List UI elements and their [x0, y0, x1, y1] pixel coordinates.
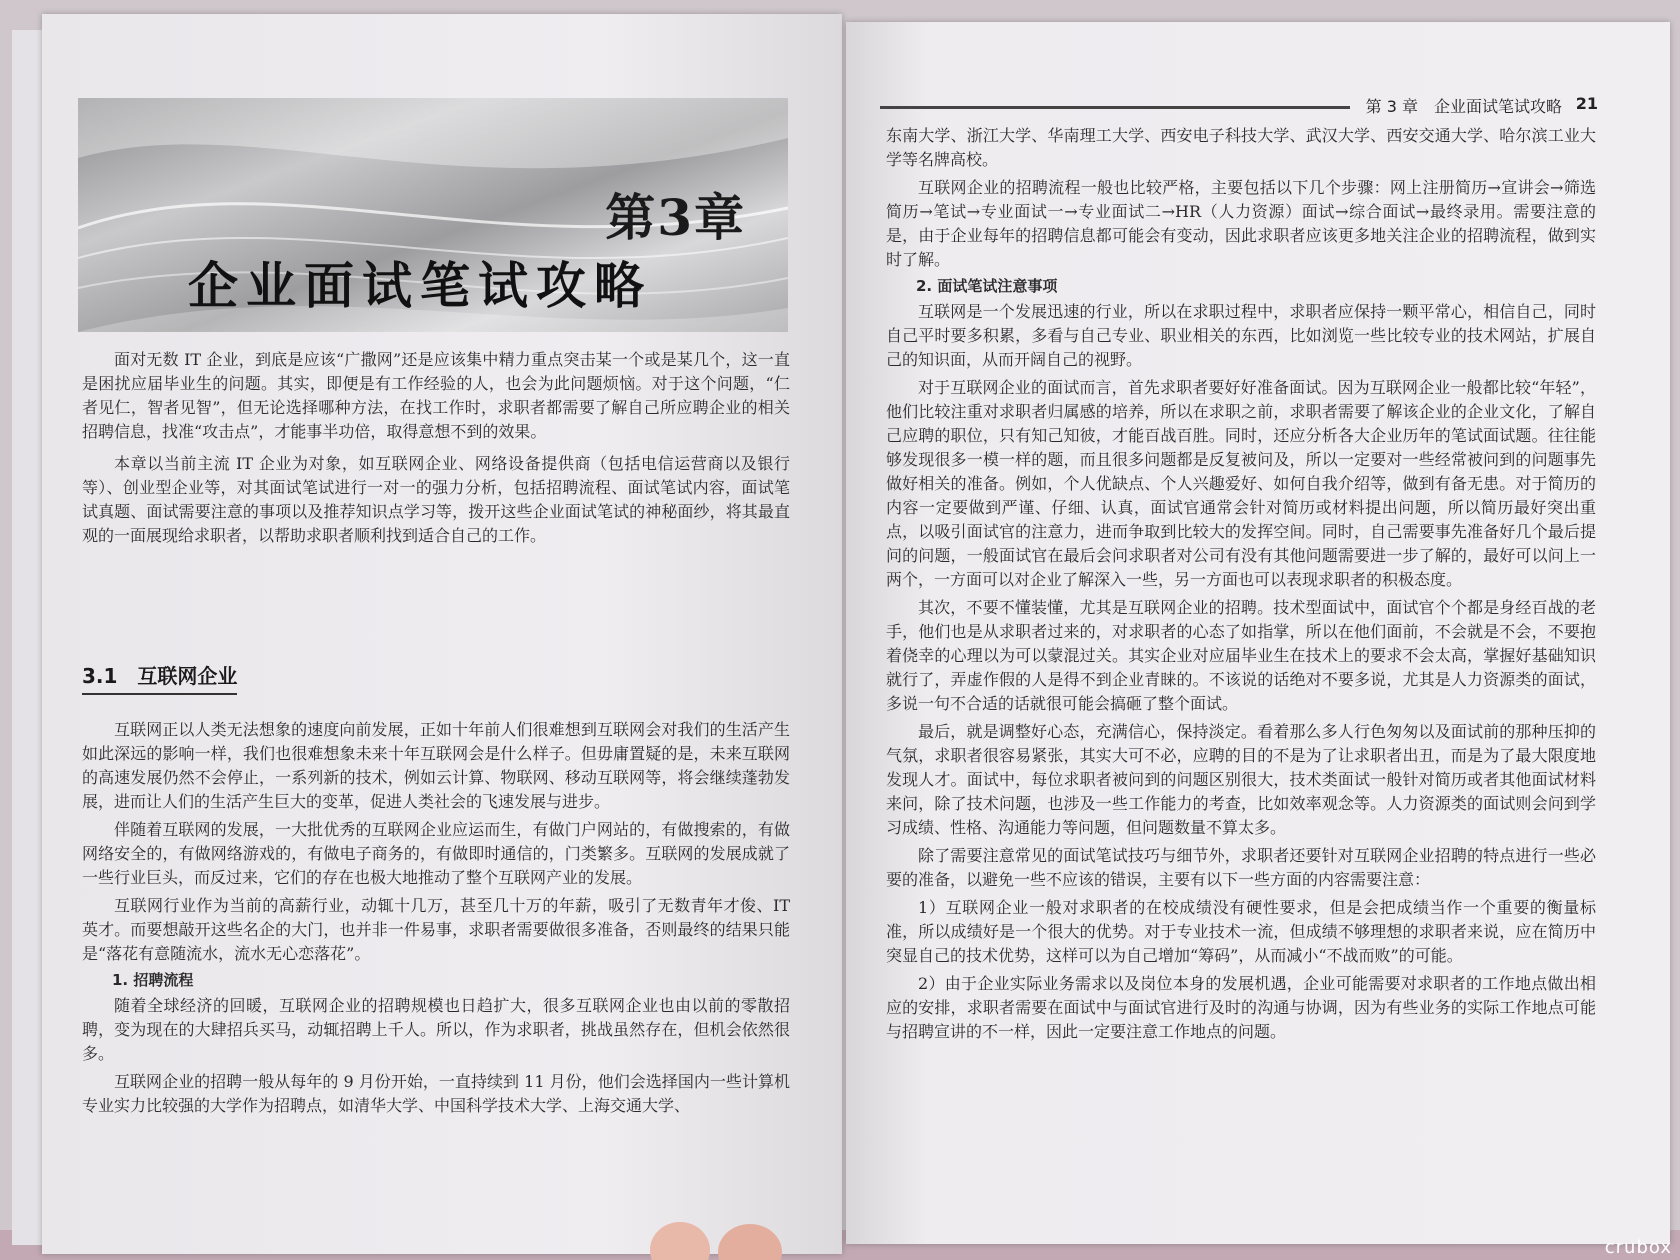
fingertips-graphic [640, 1200, 800, 1260]
section-paragraph: 互联网行业作为当前的高薪行业，动辄十几万，甚至几十万的年薪，吸引了无数青年才俊、IT 英才。而要想敲开这些名企的大门，也并非一件易事，求职者需要做很多准备，否则最终的结果只能是“落花有意随流水，流水无心恋落花”。 [82, 896, 790, 963]
intro-paragraph: 本章以当前主流 IT 企业为对象，如互联网企业、网络设备提供商（包括电信运营商以及银行等）、创业型企业等，对其面试笔试进行一对一的强力分析，包括招聘流程、面试笔试内容，面试笔试真题、面试需要注意的事项以及推荐知识点学习等，拨开这些企业面试笔试的神秘面纱，将其最直观的一面展现给求职者，以帮助求职者顺利找到适合自己的工作。 [82, 454, 790, 545]
subheading-notes: 2. 面试笔试注意事项 [916, 277, 1058, 295]
body-paragraph: 互联网是一个发展迅速的行业，所以在求职过程中，求职者应保持一颗平常心，相信自己，同时自己平时要多积累，多看与自己专业、职业相关的东西，比如浏览一些比较专业的技术网站，扩展自己的知识面，从而开阔自己的视野。 [886, 302, 1596, 369]
right-page-body [886, 124, 1596, 1044]
chapter-title: 企业面试笔试攻略 [188, 256, 652, 315]
running-header-title: 第 3 章 企业面试笔试攻略 [1365, 97, 1562, 116]
chapter-number: 第3章 [605, 188, 746, 247]
watermark: crubox [1604, 1237, 1672, 1258]
header-rule [880, 106, 1350, 109]
chapter-banner [78, 98, 788, 332]
body-paragraph: 互联网企业的招聘流程一般也比较严格，主要包括以下几个步骤：网上注册简历→宣讲会→筛选简历→笔试→专业面试一→专业面试二→HR（人力资源）面试→综合面试→最终录用。需要注意的是，由于企业每年的招聘信息都可能会有变动，因此求职者应该更多地关注企业的招聘流程，做到实时了解。 [886, 178, 1596, 269]
section-heading-underline [82, 693, 237, 695]
page-number: 21 [1575, 94, 1598, 113]
subheading-recruit-process: 1. 招聘流程 [112, 971, 194, 989]
section-heading-text: 3.1 互联网企业 [82, 664, 238, 688]
body-paragraph: 除了需要注意常见的面试笔试技巧与细节外，求职者还要针对互联网企业招聘的特点进行一些必要的准备，以避免一些不应该的错误，主要有以下一些方面的内容需要注意： [886, 846, 1596, 889]
list-item: 1）互联网企业一般对求职者的在校成绩没有硬性要求，但是会把成绩当作一个重要的衡量标准，所以成绩好是一个很大的优势。对于专业技术一流，但成绩不够理想的求职者来说，应在简历中突显自己的技术优势，这样可以为自己增加“筹码”，从而减小“不战而败”的可能。 [886, 898, 1596, 965]
body-paragraph: 最后，就是调整好心态，充满信心，保持淡定。看着那么多人行色匆匆以及面试前的那种压抑的气氛，求职者很容易紧张，其实大可不必，应聘的目的不是为了让求职者出丑，而是为了最大限度地发现人才。面试中，每位求职者被问到的问题区别很大，技术类面试一般针对简历或者其他面试材料来问，除了技术问题，也涉及一些工作能力的考查，比如效率观念等。人力资源类的面试则会问到学习成绩、性格、沟通能力等问题，但问题数量不算太多。 [886, 722, 1596, 837]
section-body [82, 718, 790, 1118]
body-paragraph: 对于互联网企业的面试而言，首先求职者要好好准备面试。因为互联网企业一般都比较“年轻”，他们比较注重对求职者归属感的培养，所以在求职之前，求职者需要了解该企业的企业文化，了解自己应聘的职位，只有知己知彼，才能百战百胜。同时，还应分析各大企业历年的笔试面试题。往往能够发现很多一模一样的题，而且很多问题都是反复被问及，所以一定要对一些经常被问到的问题事先做好相关的准备。例如，个人优缺点、个人兴趣爱好、如何自我介绍等，做到有备无患。对于简历的内容一定要做到严谨、仔细、认真，面试官通常会针对简历或材料提出问题，所以简历最好突出重点，以吸引面试官的注意力，进而争取到比较大的发挥空间。同时，自己需要事先准备好几个最后提问的问题，一般面试官在最后会问求职者对公司有没有其他问题需要进一步了解的，最好可以问上一两个，一方面可以对企业了解深入一些，另一方面也可以表现求职者的积极态度。 [886, 378, 1596, 589]
intro-paragraph: 面对无数 IT 企业，到底是应该“广撒网”还是应该集中精力重点突击某一个或是某几个，这一直是困扰应届毕业生的问题。其实，即便是有工作经验的人，也会为此问题烦恼。对于这个问题，“仁者见仁，智者见智”，但无论选择哪种方法，在找工作时，求职者都需要了解自己所应聘企业的相关招聘信息，找准“攻击点”，才能事半功倍，取得意想不到的效果。 [82, 350, 790, 441]
chapter-intro [82, 348, 790, 548]
section-heading [82, 660, 237, 689]
section-paragraph: 伴随着互联网的发展，一大批优秀的互联网企业应运而生，有做门户网站的，有做搜索的，有做网络安全的，有做网络游戏的，有做电子商务的，有做即时通信的，门类繁多。互联网的发展成就了一些行业巨头，而反过来，它们的存在也极大地推动了整个互联网产业的发展。 [82, 820, 790, 887]
section-paragraph: 互联网正以人类无法想象的速度向前发展，正如十年前人们很难想到互联网会对我们的生活产生如此深远的影响一样，我们也很难想象未来十年互联网会是什么样子。但毋庸置疑的是，未来互联网的高速发展仍然不会停止，一系列新的技术，例如云计算、物联网、移动互联网等，将会继续蓬勃发展，进而让人们的生活产生巨大的变革，促进人类社会的飞速发展与进步。 [82, 720, 790, 811]
body-paragraph: 东南大学、浙江大学、华南理工大学、西安电子科技大学、武汉大学、西安交通大学、哈尔滨工业大学等名牌高校。 [886, 126, 1596, 169]
running-header [880, 94, 1598, 120]
recruit-paragraph: 互联网企业的招聘一般从每年的 9 月份开始，一直持续到 11 月份，他们会选择国内一些计算机专业实力比较强的大学作为招聘点，如清华大学、中国科学技术大学、上海交通大学、 [82, 1072, 790, 1115]
body-paragraph: 其次，不要不懂装懂，尤其是互联网企业的招聘。技术型面试中，面试官个个都是身经百战的老手，他们也是从求职者过来的，对求职者的心态了如指掌，所以在他们面前，不会就是不会，不要抱着侥幸的心理以为可以蒙混过关。其实企业对应届毕业生在技术上的要求不会太高，掌握好基础知识就行了，弄虚作假的人是得不到企业青睐的。不该说的话绝对不要多说，尤其是人力资源类的面试，多说一句不合适的话就很可能会搞砸了整个面试。 [886, 598, 1596, 713]
recruit-paragraph: 随着全球经济的回暖，互联网企业的招聘规模也日趋扩大，很多互联网企业也由以前的零散招聘，变为现在的大肆招兵买马，动辄招聘上千人。所以，作为求职者，挑战虽然存在，但机会依然很多。 [82, 996, 790, 1063]
list-item: 2）由于企业实际业务需求以及岗位本身的发展机遇，企业可能需要对求职者的工作地点做出相应的安排，求职者需要在面试中与面试官进行及时的沟通与协调，因为有些业务的实际工作地点可能与招聘宣讲的不一样，因此一定要注意工作地点的问题。 [886, 974, 1596, 1041]
